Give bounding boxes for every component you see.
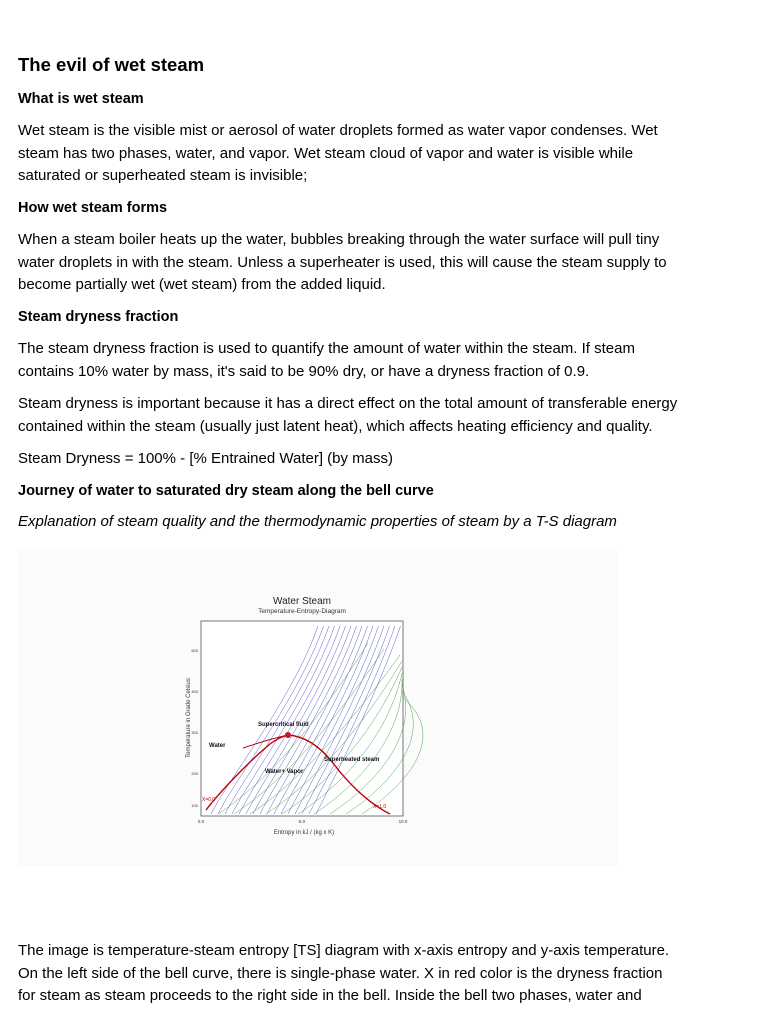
- text-line: saturated or superheated steam is invisible;: [18, 167, 308, 184]
- text-line: The image is temperature-steam entropy [TS] diagram with x-axis entropy and y-axis temperature.: [18, 942, 670, 959]
- x-tick-label: 0.0: [197, 819, 205, 824]
- closing-paragraph: [18, 940, 758, 1008]
- x-tick-label: 10.0: [398, 819, 408, 824]
- text-line: Steam Dryness = 100% - [% Entrained Water] (by mass): [18, 450, 393, 467]
- paragraph-dryness-2: [18, 393, 758, 438]
- water-region-label: Water: [209, 743, 226, 749]
- text-line: Wet steam is the visible mist or aerosol of water droplets formed as water vapor condenses. Wet: [18, 122, 658, 139]
- wet-region-label: Water+ Vapor: [265, 769, 304, 775]
- y-tick-label: 100: [191, 803, 198, 808]
- quality-label-x1: X=1.0: [373, 804, 387, 810]
- paragraph-wet-steam: [18, 120, 758, 188]
- critical-point-marker: [285, 732, 291, 738]
- x-tick-label: 5.0: [298, 819, 306, 824]
- text-line: steam has two phases, water, and vapor. Wet steam cloud of vapor and water is visible while: [18, 144, 634, 162]
- ts-diagram: [18, 548, 618, 866]
- heading-how-wet-steam-forms: How wet steam forms: [18, 200, 168, 216]
- text-line: The steam dryness fraction is used to quantify the amount of water within the steam. If steam: [18, 340, 635, 357]
- heading-dryness-fraction: Steam dryness fraction: [18, 309, 179, 325]
- text-line: for steam as steam proceeds to the right side in the bell. Inside the bell two phases, water and: [18, 987, 642, 1004]
- x-axis-label: Entropy in kJ / (kg x K): [273, 830, 335, 836]
- text-line: water droplets in with the steam. Unless a superheater is used, this will cause the steam supply to: [18, 253, 667, 271]
- y-tick-label: 300: [191, 730, 198, 735]
- text-line: Steam dryness is important because it has a direct effect on the total amount of transferable energy: [18, 395, 678, 412]
- text-line: contains 10% water by mass, it's said to be 90% dry, or have a dryness fraction of 0.9.: [18, 362, 590, 380]
- text-line: On the left side of the bell curve, there is single-phase water. X in red color is the dryness fraction: [18, 964, 663, 982]
- diagram-title: Water Steam: [273, 596, 331, 607]
- quality-label-x0: X=0.0: [202, 797, 216, 803]
- text-line: become partially wet (wet steam) from the added liquid.: [18, 276, 386, 293]
- y-tick-label: 400: [191, 689, 198, 694]
- y-axis-label: Temperature in Grade Celsius: [186, 678, 192, 758]
- text-line: Explanation of steam quality and the thermodynamic properties of steam by a T-S diagram: [18, 513, 617, 530]
- heading-journey: Journey of water to saturated dry steam along the bell curve: [18, 483, 434, 499]
- paragraph-dryness-1: [18, 338, 758, 383]
- y-tick-label: 200: [191, 771, 198, 776]
- dryness-formula: [18, 448, 758, 471]
- y-tick-label: 500: [191, 648, 198, 653]
- diagram-subtitle: Temperature-Entropy-Diagram: [258, 608, 346, 615]
- supercritical-label: Supercritical fluid: [258, 722, 309, 728]
- text-line: contained within the steam (usually just latent heat), which affects heating efficiency and quality.: [18, 417, 653, 435]
- heading-what-is-wet-steam: What is wet steam: [18, 91, 144, 107]
- figure-caption: [18, 511, 758, 534]
- paragraph-how-forms: [18, 229, 758, 297]
- ts-diagram-figure: [18, 548, 618, 866]
- plot-frame: [201, 621, 403, 816]
- superheated-label: Superheated steam: [324, 757, 380, 763]
- text-line: When a steam boiler heats up the water, bubbles breaking through the water surface will pull tiny: [18, 231, 660, 248]
- page-title: The evil of wet steam: [18, 54, 205, 75]
